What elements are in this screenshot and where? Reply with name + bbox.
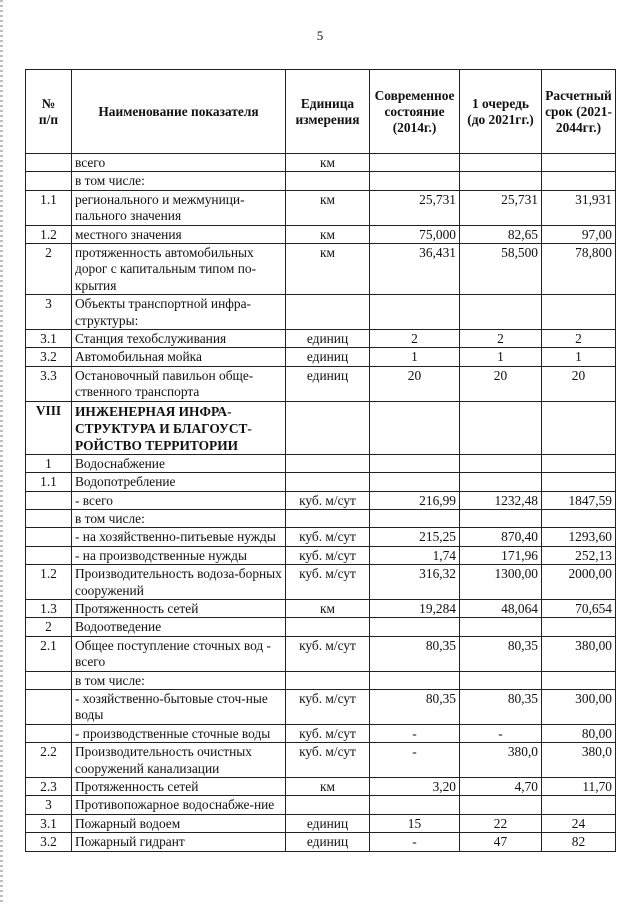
table-row (26, 172, 616, 190)
row-target-value (542, 295, 616, 330)
row-first-stage-value (460, 473, 542, 491)
row-first-stage-value (460, 671, 542, 689)
row-first-stage-value (460, 796, 542, 814)
row-unit (286, 454, 370, 472)
row-name: в том числе: (72, 671, 286, 689)
row-unit: км (286, 244, 370, 295)
table-row (26, 330, 616, 348)
table-row (26, 796, 616, 814)
row-first-stage-value (460, 154, 542, 172)
row-number: 2.3 (26, 778, 72, 796)
page-number: 5 (316, 28, 324, 43)
row-number: 2.1 (26, 636, 72, 671)
row-target-value (542, 401, 616, 454)
row-number (26, 724, 72, 742)
row-unit: куб. м/сут (286, 743, 370, 778)
row-current-value (370, 509, 460, 527)
row-current-value (370, 401, 460, 454)
row-first-stage-value: 1300,00 (460, 565, 542, 600)
row-first-stage-value: 58,500 (460, 244, 542, 295)
row-first-stage-value (460, 618, 542, 636)
row-number: 1.2 (26, 225, 72, 243)
row-number: 1.1 (26, 190, 72, 225)
row-name: регионального и межмуници-пального значения (72, 190, 286, 225)
table-row (26, 778, 616, 796)
row-name: Водопотребление (72, 473, 286, 491)
table-row (26, 244, 616, 295)
row-unit (286, 509, 370, 527)
row-name: - хозяйственно-бытовые сточ-ные воды (72, 689, 286, 724)
table-row (26, 295, 616, 330)
row-name: местного значения (72, 225, 286, 243)
row-number: 3.1 (26, 330, 72, 348)
row-target-value: 31,931 (542, 190, 616, 225)
table-row (26, 565, 616, 600)
table-row (26, 366, 616, 401)
row-name: Производительность водоза-борных сооружений (72, 565, 286, 600)
row-unit: единиц (286, 330, 370, 348)
row-current-value (370, 796, 460, 814)
row-first-stage-value: 25,731 (460, 190, 542, 225)
row-name: Пожарный гидрант (72, 833, 286, 851)
row-number: 1.3 (26, 599, 72, 617)
row-name: Водоснабжение (72, 454, 286, 472)
row-name: Объекты транспортной инфра-структуры: (72, 295, 286, 330)
scan-edge (0, 0, 3, 905)
row-name: Протяженность сетей (72, 778, 286, 796)
row-number: 3.1 (26, 814, 72, 832)
table-row (26, 689, 616, 724)
row-unit: куб. м/сут (286, 636, 370, 671)
row-first-stage-value: 4,70 (460, 778, 542, 796)
table-row (26, 546, 616, 564)
row-name: - производственные сточные воды (72, 724, 286, 742)
row-target-value: 1847,59 (542, 491, 616, 509)
row-number: VIII (26, 401, 72, 454)
row-current-value (370, 671, 460, 689)
row-number: 3.2 (26, 348, 72, 366)
table-row (26, 814, 616, 832)
row-target-value (542, 473, 616, 491)
row-name: в том числе: (72, 172, 286, 190)
row-number: 3 (26, 796, 72, 814)
row-target-value: 20 (542, 366, 616, 401)
row-current-value: 80,35 (370, 636, 460, 671)
row-unit: куб. м/сут (286, 565, 370, 600)
table-row (26, 636, 616, 671)
row-first-stage-value: 171,96 (460, 546, 542, 564)
row-target-value: 70,654 (542, 599, 616, 617)
row-name: Пожарный водоем (72, 814, 286, 832)
row-first-stage-value (460, 401, 542, 454)
row-target-value (542, 671, 616, 689)
row-target-value: 1293,60 (542, 528, 616, 546)
row-number: 3.2 (26, 833, 72, 851)
row-unit (286, 172, 370, 190)
row-current-value: 19,284 (370, 599, 460, 617)
row-unit (286, 671, 370, 689)
table-row (26, 509, 616, 527)
row-current-value (370, 473, 460, 491)
row-number: 3 (26, 295, 72, 330)
table-row (26, 401, 616, 454)
row-current-value: 2 (370, 330, 460, 348)
row-first-stage-value: 48,064 (460, 599, 542, 617)
header-target: Расчетный срок (2021-2044гг.) (542, 70, 616, 154)
row-number: 2 (26, 244, 72, 295)
row-unit: км (286, 190, 370, 225)
table-row (26, 833, 616, 851)
row-target-value: 380,0 (542, 743, 616, 778)
row-current-value: 216,99 (370, 491, 460, 509)
row-name: Противопожарное водоснабже-ние (72, 796, 286, 814)
row-number (26, 154, 72, 172)
row-name: протяженность автомобильных дорог с капитальным типом по-крытия (72, 244, 286, 295)
row-current-value: 1,74 (370, 546, 460, 564)
row-first-stage-value: 1232,48 (460, 491, 542, 509)
table-row (26, 618, 616, 636)
row-unit: куб. м/сут (286, 724, 370, 742)
row-first-stage-value: - (460, 724, 542, 742)
row-name: Остановочный павильон обще-ственного транспорта (72, 366, 286, 401)
row-number (26, 509, 72, 527)
row-first-stage-value (460, 509, 542, 527)
table-row (26, 473, 616, 491)
row-name: Протяженность сетей (72, 599, 286, 617)
row-unit: единиц (286, 366, 370, 401)
row-number (26, 172, 72, 190)
row-first-stage-value (460, 454, 542, 472)
indicators-table (25, 69, 616, 852)
row-unit: куб. м/сут (286, 689, 370, 724)
row-current-value (370, 172, 460, 190)
row-first-stage-value: 80,35 (460, 636, 542, 671)
row-current-value: 316,32 (370, 565, 460, 600)
row-first-stage-value: 22 (460, 814, 542, 832)
row-current-value (370, 454, 460, 472)
row-target-value (542, 796, 616, 814)
row-current-value: 36,431 (370, 244, 460, 295)
row-target-value: 80,00 (542, 724, 616, 742)
row-current-value: 15 (370, 814, 460, 832)
row-number (26, 491, 72, 509)
row-unit: куб. м/сут (286, 491, 370, 509)
row-number (26, 671, 72, 689)
row-target-value: 97,00 (542, 225, 616, 243)
row-target-value (542, 454, 616, 472)
row-name: - на производственные нужды (72, 546, 286, 564)
table-row (26, 724, 616, 742)
row-unit (286, 473, 370, 491)
row-name: в том числе: (72, 509, 286, 527)
row-target-value: 300,00 (542, 689, 616, 724)
row-first-stage-value: 870,40 (460, 528, 542, 546)
row-name: Автомобильная мойка (72, 348, 286, 366)
row-unit: км (286, 599, 370, 617)
row-number (26, 689, 72, 724)
row-number: 1.1 (26, 473, 72, 491)
row-name: - всего (72, 491, 286, 509)
row-unit: куб. м/сут (286, 546, 370, 564)
row-name: Общее поступление сточных вод - всего (72, 636, 286, 671)
row-target-value: 78,800 (542, 244, 616, 295)
table-row (26, 491, 616, 509)
row-target-value: 2000,00 (542, 565, 616, 600)
row-current-value: 3,20 (370, 778, 460, 796)
table-row (26, 743, 616, 778)
row-number (26, 546, 72, 564)
row-number: 3.3 (26, 366, 72, 401)
row-target-value: 2 (542, 330, 616, 348)
row-unit: км (286, 778, 370, 796)
table-row (26, 599, 616, 617)
header-current: Современное состояние (2014г.) (370, 70, 460, 154)
table-row (26, 528, 616, 546)
row-number: 1 (26, 454, 72, 472)
header-unit: Единица измерения (286, 70, 370, 154)
row-number: 1.2 (26, 565, 72, 600)
row-current-value: 75,000 (370, 225, 460, 243)
row-first-stage-value: 47 (460, 833, 542, 851)
row-unit: км (286, 225, 370, 243)
row-current-value (370, 154, 460, 172)
row-current-value: 80,35 (370, 689, 460, 724)
row-name: Производительность очистных сооружений канализации (72, 743, 286, 778)
row-current-value: 215,25 (370, 528, 460, 546)
table-row (26, 671, 616, 689)
row-current-value: - (370, 833, 460, 851)
row-unit: единиц (286, 814, 370, 832)
table-row (26, 348, 616, 366)
row-current-value (370, 618, 460, 636)
table-row (26, 154, 616, 172)
row-unit (286, 796, 370, 814)
row-unit: км (286, 154, 370, 172)
row-target-value: 380,00 (542, 636, 616, 671)
row-current-value: - (370, 724, 460, 742)
row-unit (286, 618, 370, 636)
row-unit: куб. м/сут (286, 528, 370, 546)
row-first-stage-value (460, 172, 542, 190)
row-first-stage-value: 20 (460, 366, 542, 401)
row-number (26, 528, 72, 546)
header-name: Наименование показателя (72, 70, 286, 154)
row-number: 2 (26, 618, 72, 636)
row-current-value: 1 (370, 348, 460, 366)
table-header-row (26, 70, 616, 154)
row-target-value: 11,70 (542, 778, 616, 796)
row-current-value: 20 (370, 366, 460, 401)
row-name: всего (72, 154, 286, 172)
row-target-value (542, 172, 616, 190)
row-unit: единиц (286, 833, 370, 851)
table-row (26, 190, 616, 225)
table-row (26, 225, 616, 243)
row-first-stage-value: 82,65 (460, 225, 542, 243)
row-target-value (542, 509, 616, 527)
row-unit: единиц (286, 348, 370, 366)
row-name: - на хозяйственно-питьевые нужды (72, 528, 286, 546)
row-current-value (370, 295, 460, 330)
row-target-value: 252,13 (542, 546, 616, 564)
row-current-value: - (370, 743, 460, 778)
row-name: ИНЖЕНЕРНАЯ ИНФРА-СТРУКТУРА И БЛАГОУСТ-РОЙСТВО ТЕРРИТОРИИ (72, 401, 286, 454)
row-target-value: 24 (542, 814, 616, 832)
row-name: Станция техобслуживания (72, 330, 286, 348)
table-row (26, 454, 616, 472)
row-unit (286, 295, 370, 330)
row-name: Водоотведение (72, 618, 286, 636)
row-first-stage-value: 380,0 (460, 743, 542, 778)
row-target-value: 1 (542, 348, 616, 366)
row-target-value (542, 154, 616, 172)
header-first-stage: 1 очередь (до 2021гг.) (460, 70, 542, 154)
row-first-stage-value: 80,35 (460, 689, 542, 724)
row-number: 2.2 (26, 743, 72, 778)
row-target-value (542, 618, 616, 636)
row-current-value: 25,731 (370, 190, 460, 225)
row-first-stage-value: 2 (460, 330, 542, 348)
row-first-stage-value: 1 (460, 348, 542, 366)
row-unit (286, 401, 370, 454)
row-target-value: 82 (542, 833, 616, 851)
header-num: № п/п (26, 70, 72, 154)
row-first-stage-value (460, 295, 542, 330)
